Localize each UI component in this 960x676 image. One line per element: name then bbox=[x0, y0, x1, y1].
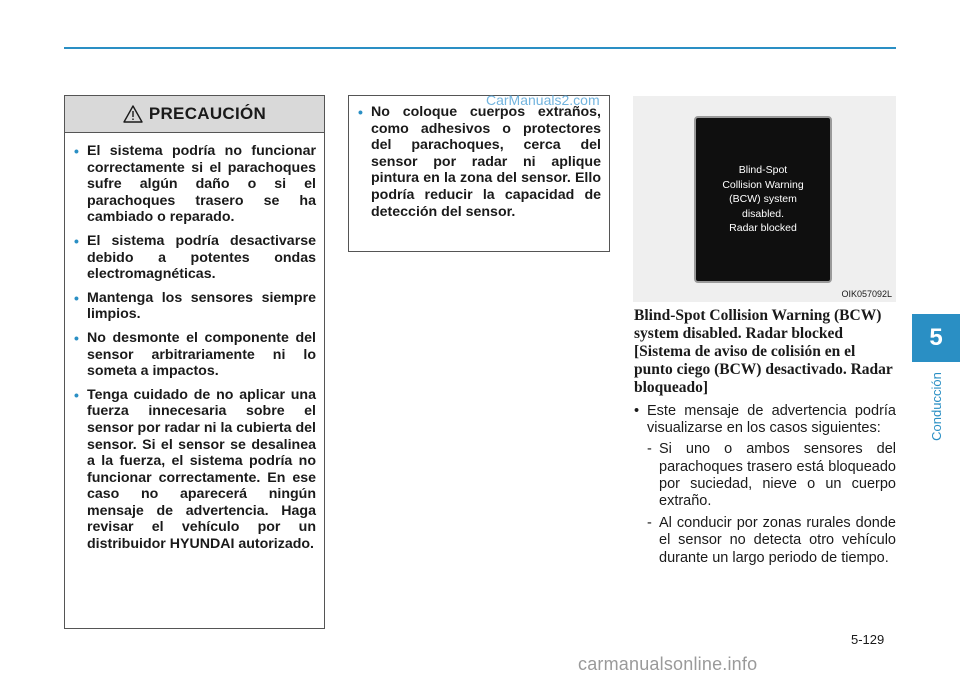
caution-title: PRECAUCIÓN bbox=[148, 104, 267, 123]
caution-item: • No desmonte el componente del sensor arbitrariamente ni lo someta a impactos. bbox=[74, 329, 316, 380]
caution-item: • El sistema podría desactivarse debido a potentes ondas electromagnéticas. bbox=[74, 232, 316, 283]
section-dash-item: - Si uno o ambos sensores del parachoques trasero está bloqueado por suciedad, nieve o un cuerpo extraño. bbox=[647, 441, 896, 510]
bullet-dot-icon: • bbox=[634, 403, 640, 419]
chapter-label: Conducción bbox=[928, 371, 944, 441]
bullet-dot-icon: • bbox=[74, 329, 79, 346]
caution-list bbox=[65, 133, 324, 553]
watermark-bottom[interactable]: carmanualsonline.info bbox=[578, 654, 758, 674]
caution-item: • Tenga cuidado de no aplicar una fuerza innecesaria sobre el sensor por radar ni la cubierta del sensor. Si el sensor se desalinea a la fuerza, el sistema podría no funcionar correctamente. En ese caso no aparecerá ningún mensaje de advertencia. Haga revisar el vehículo por un distribuidor HYUNDAI autorizado. bbox=[74, 386, 316, 553]
section-bullet: • Este mensaje de advertencia podría visualizarse en los casos siguientes: bbox=[634, 403, 896, 437]
warning-triangle-icon bbox=[123, 105, 143, 123]
caution-item: • No coloque cuerpos extraños, como adhesivos o protectores del parachoques, cerca del sensor por radar ni aplique pintura en la zona del sensor. Ello podría reducir la capacidad de detección del sensor. bbox=[358, 104, 601, 220]
bullet-dot-icon: • bbox=[74, 386, 79, 403]
display-message: Blind-Spot Collision Warning (BCW) system disabled. Radar blocked bbox=[722, 164, 804, 235]
caution-item: • Mantenga los sensores siempre limpios. bbox=[74, 289, 316, 323]
caution-box bbox=[64, 95, 325, 629]
caution-header bbox=[65, 96, 324, 133]
chapter-tab[interactable]: 5 bbox=[912, 314, 960, 362]
section-dash-item: - Al conducir por zonas rurales donde el sensor no detecta otro vehículo durante un largo periodo de tiempo. bbox=[647, 515, 896, 566]
figure-code: OIK057092L bbox=[841, 289, 892, 299]
caution-list-continued bbox=[349, 96, 609, 220]
section-heading: Blind-Spot Collision Warning (BCW) system disabled. Radar blocked [Sistema de aviso de colisión en el punto ciego (BCW) desactivado. Radar bloqueado] bbox=[634, 307, 893, 396]
caution-box-continued bbox=[348, 95, 610, 252]
dash-icon: - bbox=[647, 515, 652, 532]
page-number: 5-129 bbox=[851, 632, 885, 647]
bullet-dot-icon: • bbox=[74, 232, 79, 249]
dash-icon: - bbox=[647, 441, 652, 458]
bullet-dot-icon: • bbox=[358, 104, 363, 120]
caution-item: • El sistema podría no funcionar correctamente si el parachoques sufre algún daño o si el parachoques trasero se ha cambiado o reparado. bbox=[74, 143, 316, 226]
watermark-top[interactable]: CarManuals2.com bbox=[486, 92, 600, 108]
header-rule bbox=[64, 47, 896, 49]
bullet-dot-icon: • bbox=[74, 289, 79, 306]
bullet-dot-icon: • bbox=[74, 143, 79, 159]
section-content bbox=[634, 307, 896, 572]
cluster-display bbox=[694, 116, 832, 283]
cluster-figure bbox=[633, 96, 896, 302]
